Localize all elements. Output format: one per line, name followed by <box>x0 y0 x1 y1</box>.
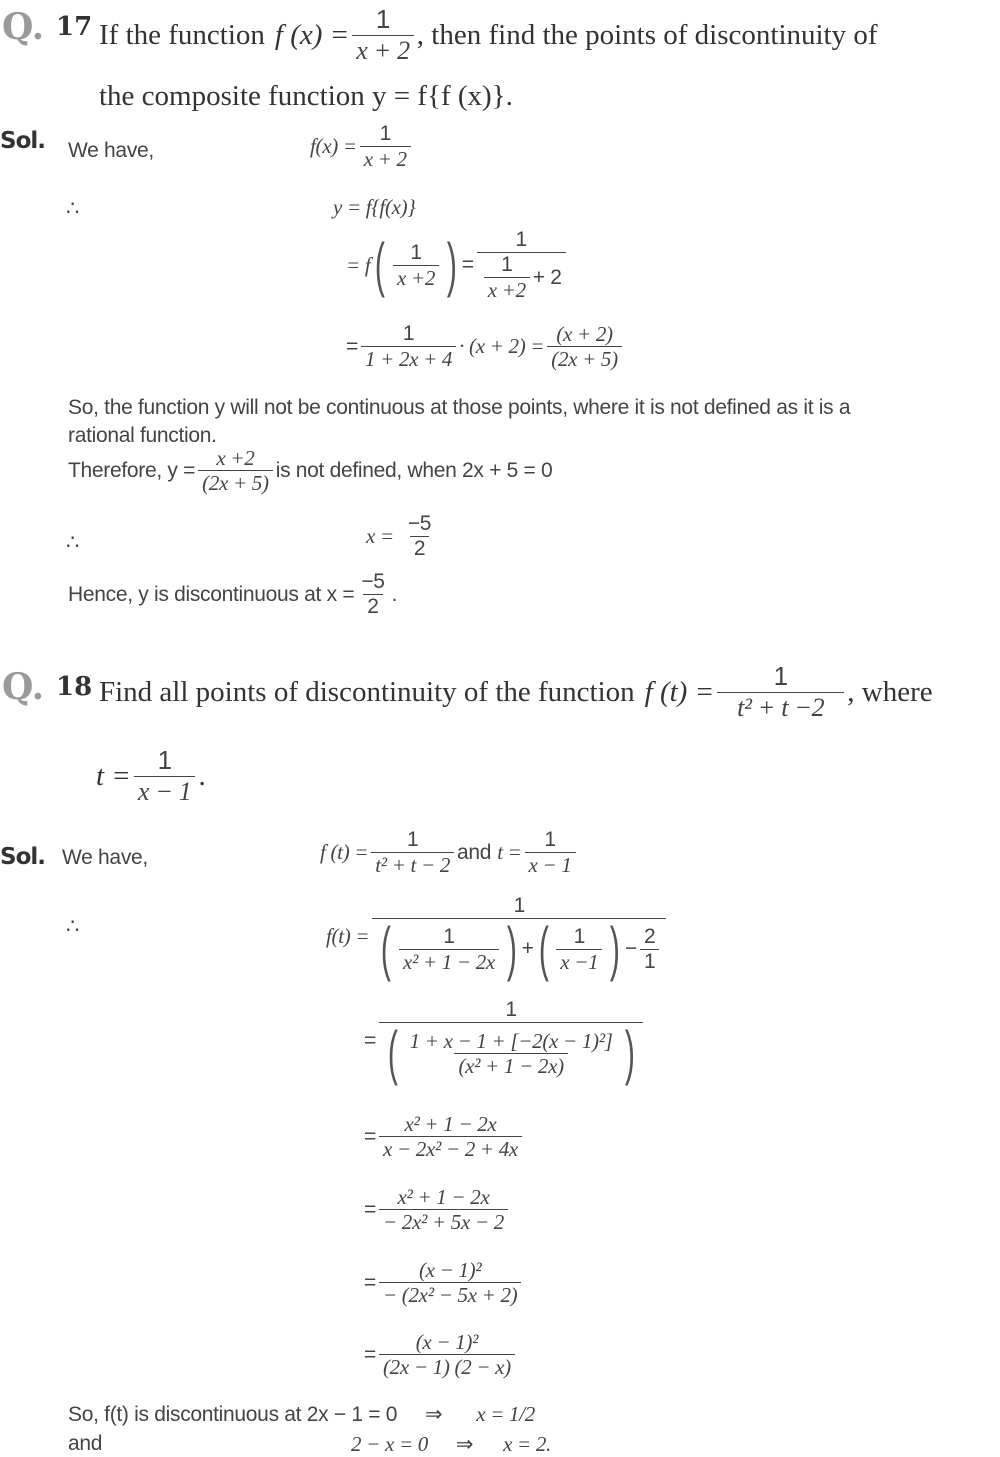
denominator: 1 <box>640 949 659 974</box>
numerator: 1 <box>505 998 517 1021</box>
numerator: x² + 1 − 2x <box>404 1112 497 1136</box>
equals: = <box>346 334 358 358</box>
therefore-symbol: ∴ <box>66 915 80 938</box>
numerator: −5 <box>361 570 385 593</box>
numerator: 2 <box>644 924 656 948</box>
and-text: and <box>68 1432 103 1455</box>
fraction <box>393 241 439 290</box>
denominator: x − 1 <box>525 852 576 877</box>
numerator: x +2 <box>216 446 255 470</box>
fraction <box>399 925 499 974</box>
step-5 <box>364 1185 511 1234</box>
denominator: (2x − 1) (2 − x) <box>379 1354 515 1379</box>
minus: − <box>625 937 637 961</box>
question-marker: Q. <box>2 666 45 708</box>
step-1 <box>310 122 414 171</box>
text: . <box>391 582 398 606</box>
lhs: x = <box>366 524 394 549</box>
left-paren: ( <box>375 231 386 299</box>
denominator: x −1 <box>556 949 602 974</box>
numerator: 1 <box>443 924 455 948</box>
equation: 2 − x = 0 <box>351 1432 428 1456</box>
question-18-line-2 <box>96 738 206 814</box>
fraction <box>640 925 659 974</box>
question-17-line-2: the composite function y = f{f (x)}. <box>99 80 513 112</box>
equals: = <box>364 1342 376 1366</box>
fraction <box>134 746 196 807</box>
fraction <box>371 828 454 877</box>
denominator: x − 2x² − 2 + 4x <box>379 1136 522 1161</box>
lhs: f(x) = <box>310 134 357 159</box>
text: Therefore, y = <box>68 458 196 482</box>
x-solution <box>366 512 438 561</box>
fraction <box>404 512 435 561</box>
numerator: 1 <box>375 3 391 34</box>
step-1 <box>320 828 579 877</box>
numerator: 1 <box>379 122 391 145</box>
numerator: 1 <box>513 894 526 917</box>
we-have-text: We have, <box>62 846 148 869</box>
text: is not defined, when 2x + 5 = 0 <box>275 458 553 482</box>
and-text: and <box>457 840 492 864</box>
denominator: 1 + 2x + 4 <box>361 346 456 371</box>
step-4 <box>364 1112 525 1161</box>
numerator: 1 <box>773 660 788 691</box>
step-6 <box>364 1258 524 1307</box>
result: x = 2. <box>503 1432 552 1456</box>
period: . <box>198 759 206 792</box>
equals: = <box>364 1028 376 1052</box>
numerator: (x + 2) <box>556 322 613 346</box>
right-paren: ) <box>610 915 621 983</box>
question-text: Find all points of discontinuity of the function <box>99 675 635 708</box>
equals: = <box>364 1124 376 1148</box>
plus-two: + 2 <box>532 265 562 289</box>
lhs: f (t) = <box>320 840 369 865</box>
result: x = 1/2 <box>476 1402 535 1426</box>
solution-label: Sol. <box>0 844 45 870</box>
fraction <box>484 253 530 302</box>
fraction <box>379 998 643 1087</box>
conclusion-line-1 <box>68 1402 535 1427</box>
conclusion-line-2 <box>68 1432 102 1456</box>
denominator: − (2x² − 5x + 2) <box>379 1282 521 1307</box>
numerator: 1 <box>402 322 415 345</box>
right-paren: ) <box>624 1019 635 1087</box>
right-paren: ) <box>506 915 517 983</box>
denominator: (2x + 5) <box>547 346 622 371</box>
step-7 <box>364 1330 518 1379</box>
fraction <box>379 1185 508 1234</box>
left-paren: ( <box>387 1019 398 1087</box>
plus: + <box>521 937 534 961</box>
function-lhs: f (t) = <box>644 675 715 708</box>
step-4 <box>346 322 625 371</box>
question-18-line-1 <box>99 654 933 730</box>
function-lhs: f (x) = <box>274 18 350 51</box>
denominator <box>372 915 666 983</box>
numerator: 1 <box>410 240 422 264</box>
denominator: x − 1 <box>134 776 196 807</box>
question-17-line-1 <box>99 0 878 70</box>
numerator: (x − 1)² <box>415 1330 479 1354</box>
text: So, f(t) is discontinuous at 2x − 1 = 0 <box>68 1403 398 1426</box>
therefore-symbol: ∴ <box>66 531 80 554</box>
right-paren: ) <box>447 231 457 299</box>
lhs: t = <box>96 759 131 792</box>
conclusion-line-2-eq <box>351 1432 551 1457</box>
fraction <box>357 570 388 619</box>
numerator: 1 + x − 1 + [−2(x − 1)²] <box>409 1028 613 1053</box>
question-text: , then find the points of discontinuity of <box>416 18 878 51</box>
question-number: 18 <box>56 672 93 702</box>
step-3 <box>346 228 569 302</box>
lhs: f(t) = <box>326 924 370 949</box>
denominator <box>477 252 566 302</box>
hence-line <box>68 570 397 619</box>
fraction <box>556 925 602 974</box>
denominator <box>379 1019 643 1087</box>
denominator: t² + t −2 <box>717 692 844 723</box>
fraction <box>547 322 622 371</box>
denominator: x² + 1 − 2x <box>399 949 499 974</box>
paragraph: So, the function y will not be continuous at those points, where it is not defined as it is a <box>68 396 851 419</box>
fraction <box>352 5 414 66</box>
step-2: y = f{f(x)} <box>333 195 416 219</box>
fraction <box>717 662 844 723</box>
denominator: 2 <box>363 594 382 619</box>
fraction <box>198 446 273 495</box>
fraction <box>379 1258 521 1307</box>
numerator: 1 <box>501 253 513 277</box>
text: Hence, y is discontinuous at x = <box>68 582 355 606</box>
lhs: t = <box>497 840 522 865</box>
left-paren: ( <box>381 915 392 983</box>
numerator: 1 <box>406 828 419 851</box>
fraction <box>477 228 566 302</box>
step-3 <box>364 998 646 1087</box>
question-marker: Q. <box>2 6 45 48</box>
denominator: (2x + 5) <box>198 470 273 495</box>
equals: = <box>364 1270 376 1294</box>
denominator: x +2 <box>393 265 439 290</box>
denominator: (x² + 1 − 2x) <box>454 1053 567 1078</box>
numerator: 1 <box>157 744 172 775</box>
fraction <box>372 894 666 983</box>
fraction <box>379 1112 522 1161</box>
denominator: 2 <box>410 536 429 561</box>
denominator: t² + t − 2 <box>371 852 454 877</box>
solution-label: Sol. <box>0 128 45 154</box>
denominator: − 2x² + 5x − 2 <box>379 1209 508 1234</box>
multiplier: · (x + 2) = <box>459 334 545 359</box>
numerator: −5 <box>407 512 432 535</box>
therefore-line <box>68 446 552 495</box>
denominator: x + 2 <box>352 35 414 66</box>
question-text: If the function <box>99 18 265 51</box>
equals: = f <box>346 252 371 277</box>
implies-arrow: ⇒ <box>455 1433 474 1456</box>
paragraph: rational function. <box>68 424 217 447</box>
fraction <box>361 322 456 371</box>
denominator: x + 2 <box>360 146 411 171</box>
numerator: x² + 1 − 2x <box>397 1185 490 1209</box>
fraction <box>379 1330 515 1379</box>
fraction <box>406 1029 617 1078</box>
question-text: , where <box>847 675 933 708</box>
numerator: 1 <box>544 828 556 851</box>
denominator: x +2 <box>484 277 530 302</box>
therefore-symbol: ∴ <box>66 197 80 220</box>
implies-arrow: ⇒ <box>425 1403 443 1426</box>
question-number: 17 <box>56 12 93 42</box>
left-paren: ( <box>538 915 549 983</box>
fraction <box>525 828 576 877</box>
numerator: (x − 1)² <box>418 1258 482 1282</box>
step-2 <box>326 894 669 983</box>
equals: = <box>364 1197 376 1221</box>
we-have-text: We have, <box>68 139 154 162</box>
numerator: 1 <box>515 228 527 251</box>
equals: = <box>461 253 474 277</box>
numerator: 1 <box>573 924 586 948</box>
fraction <box>360 122 411 171</box>
